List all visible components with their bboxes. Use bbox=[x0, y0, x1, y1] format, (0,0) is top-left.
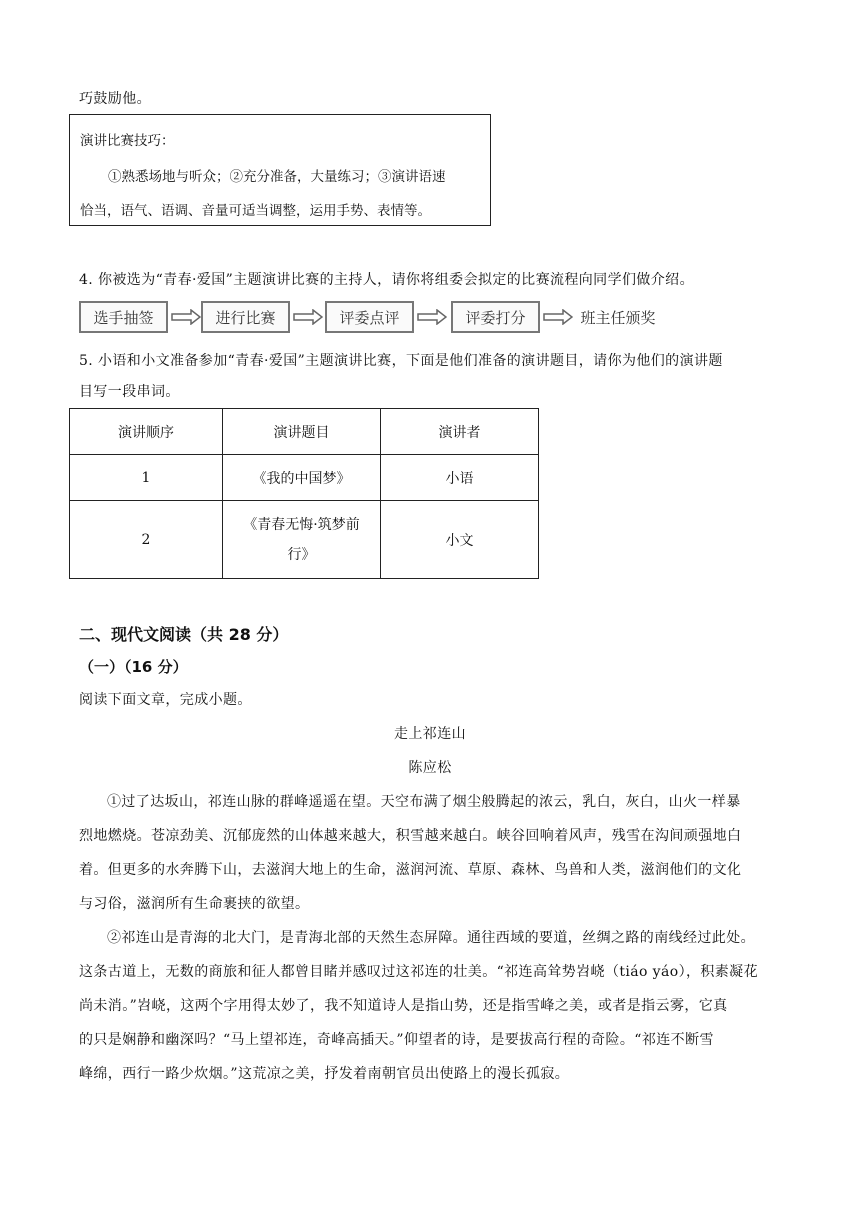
paragraph-2-line: 尚未消。”岧峣，这两个字用得太妙了，我不知道诗人是指山势，还是指雪峰之美，或者是指云雾，它真 bbox=[79, 998, 728, 1014]
tips-box bbox=[69, 114, 491, 226]
question-5-line-1: 5. 小语和小文准备参加“青春·爱国”主题演讲比赛，下面是他们准备的演讲题目，请你为他们的演讲题 bbox=[79, 353, 723, 369]
paragraph-1-line: 与习俗，滋润所有生命裹挟的欲望。 bbox=[79, 896, 310, 912]
tips-line-2: 恰当，语气、语调、音量可适当调整，运用手势、表情等。 bbox=[80, 203, 431, 219]
table-cell-title-line-2: 行》 bbox=[287, 546, 316, 563]
table-cell-speaker: 小语 bbox=[381, 455, 539, 501]
top-line: 巧鼓励他。 bbox=[79, 91, 151, 107]
tips-title: 演讲比赛技巧： bbox=[80, 133, 175, 149]
question-4: 4. 你被选为“青春·爱国”主题演讲比赛的主持人，请你将组委会拟定的比赛流程向同学们做介绍。 bbox=[79, 272, 694, 288]
paragraph-1-line: ①过了达坂山，祁连山脉的群峰遥遥在望。天空布满了烟尘般腾起的浓云，乳白，灰白，山火一样暴 bbox=[107, 794, 741, 810]
paragraph-1-line: 着。但更多的水奔腾下山，去滋润大地上的生命，滋润河流、草原、森林、鸟兽和人类，滋润他们的文化 bbox=[79, 862, 742, 878]
paragraph-2-line: 这条古道上，无数的商旅和征人都曾目睹并感叹过这祁连的壮美。“祁连高耸势岧峣（tiáo yáo），积素凝花 bbox=[79, 964, 758, 980]
arrow-right-icon bbox=[293, 309, 323, 325]
table-header-cell: 演讲者 bbox=[381, 409, 539, 455]
flow-step-award: 班主任颁奖 bbox=[580, 308, 656, 327]
arrow-right-icon bbox=[417, 309, 447, 325]
article-title: 走上祁连山 bbox=[394, 726, 466, 742]
table-header-cell: 演讲顺序 bbox=[70, 409, 223, 455]
table-cell-title bbox=[223, 501, 381, 579]
table-cell-title: 《我的中国梦》 bbox=[223, 455, 381, 501]
flow-step-judge-score: 评委打分 bbox=[451, 301, 540, 333]
arrow-right-icon bbox=[543, 309, 573, 325]
flow-step-judge-comment: 评委点评 bbox=[325, 301, 414, 333]
section-heading: 二、现代文阅读（共 28 分） bbox=[79, 625, 289, 644]
paragraph-2-line: ②祁连山是青海的北大门，是青海北部的天然生态屏障。通往西域的要道，丝绸之路的南线经过此处。 bbox=[107, 930, 755, 946]
paragraph-2-line: 峰绵，西行一路少炊烟。”这荒凉之美，抒发着南朝官员出使路上的漫长孤寂。 bbox=[79, 1066, 570, 1082]
flow-step-compete: 进行比赛 bbox=[201, 301, 290, 333]
process-flow bbox=[0, 301, 860, 335]
table-header-row bbox=[70, 409, 539, 455]
question-5-line-2: 目写一段串词。 bbox=[79, 384, 180, 400]
arrow-right-icon bbox=[171, 309, 201, 325]
paragraph-1-line: 烈地燃烧。苍凉劲美、沉郁庞然的山体越来越大，积雪越来越白。峡谷回响着风声，残雪在沟间顽强地白 bbox=[79, 828, 742, 844]
tips-line-1: ①熟悉场地与听众；②充分准备，大量练习；③演讲语速 bbox=[108, 169, 446, 185]
paragraph-2-line: 的只是娴静和幽深吗？“马上望祁连，奇峰高插天。”仰望者的诗，是要拔高行程的奇险。“祁连不断雪 bbox=[79, 1032, 714, 1048]
table-row bbox=[70, 455, 539, 501]
article-author: 陈应松 bbox=[408, 760, 452, 776]
speech-table bbox=[69, 408, 539, 579]
reading-instruction: 阅读下面文章，完成小题。 bbox=[79, 692, 252, 708]
flow-step-draw-lots: 选手抽签 bbox=[79, 301, 168, 333]
subsection-heading: （一）（16 分） bbox=[79, 658, 188, 676]
table-header-cell: 演讲题目 bbox=[223, 409, 381, 455]
table-cell-speaker: 小文 bbox=[381, 501, 539, 579]
table-cell-order: 1 bbox=[70, 455, 223, 501]
table-cell-order: 2 bbox=[70, 501, 223, 579]
table-row bbox=[70, 501, 539, 579]
table-cell-title-line-1: 《青春无悔·筑梦前 bbox=[243, 516, 360, 533]
